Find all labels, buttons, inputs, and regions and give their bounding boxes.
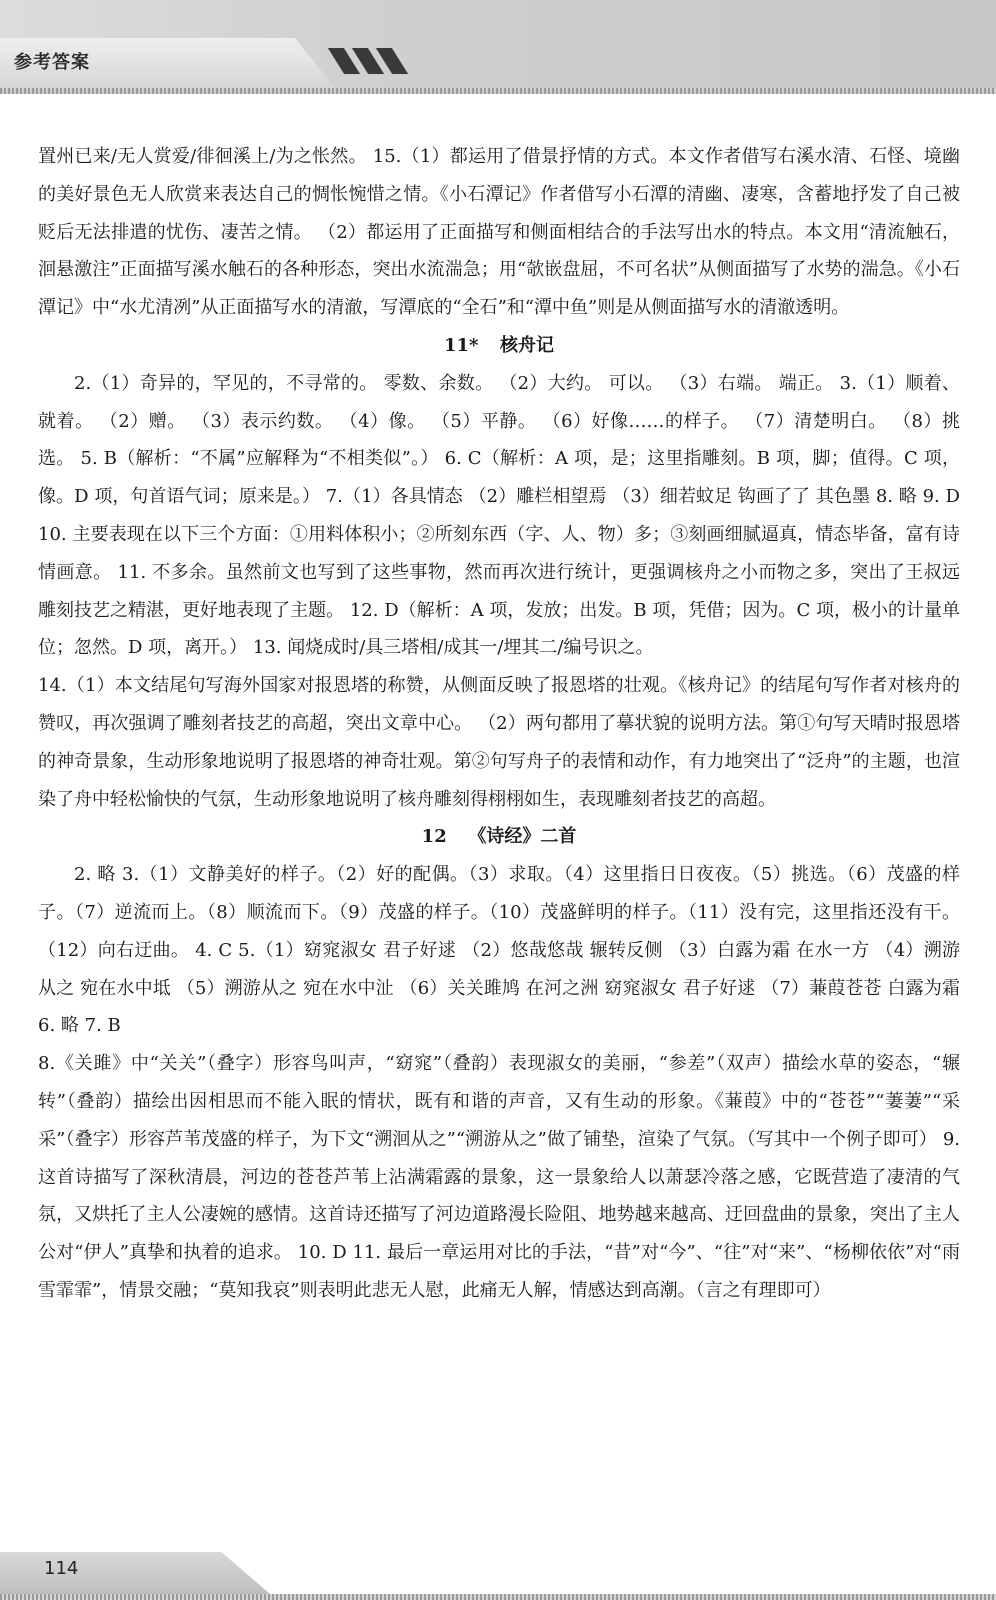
header-rule xyxy=(0,88,996,94)
section-number: 11* xyxy=(443,334,479,356)
section-heading xyxy=(38,327,960,365)
paragraph: 2.（1）奇异的，罕见的，不寻常的。 零数、余数。 （2）大约。 可以。 （3）右端。 端正。 3.（1）顺着、就着。 （2）赠。 （3）表示约数。 （4）像。 （5）平静。 （6）好像……的样子。 （7）清楚明白。 （8）挑选。 5. B（解析：“不属”应解释为“不相类似”。） 6. C（解析：A 项，是；这里指雕刻。B 项，脚；值得。C 项，像。D 项，句首语气词；原来是。） 7.（1）各具情态 （2）雕栏相望焉 （3）细若蚊足 钩画了了 其色墨 8. 略 9. D 10. 主要表现在以下三个方面：①用料体积小；②所刻东西（字、人、物）多；③刻画细腻逼真，情态毕备，富有诗情画意。 11. 不多余。虽然前文也写到了这些事物，然而再次进行统计，更强调核舟之小而物之多，突出了王叔远雕刻技艺之精湛，更好地表现了主题。 12. D（解析：A 项，发放；出发。B 项，凭借；因为。C 项，极小的计量单位；忽然。D 项，离开。） 13. 闻烧成时/具三塔相/成其一/埋其二/编号识之。 xyxy=(38,372,960,659)
page-number: 114 xyxy=(44,1558,79,1579)
section-title: 核舟记 xyxy=(500,334,555,356)
paragraph: 置州已来/无人赏爱/徘徊溪上/为之怅然。 15.（1）都运用了借景抒情的方式。本文作者借写右溪水清、石怪、境幽的美好景色无人欣赏来表达自己的惆怅惋惜之情。《小石潭记》作者借写小石潭的清幽、凄寒，含蓄地抒发了自己被贬后无法排遣的忧伤、凄苦之情。 （2）都运用了正面描写和侧面相结合的手法写出水的特点。本文用“清流触石，洄悬激注”正面描写溪水触石的各种形态，突出水流湍急；用“欹嵌盘屈，不可名状”从侧面描写了水势的湍急。《小石潭记》中“水尤清冽”从正面描写水的清澈，写潭底的“全石”和“潭中鱼”则是从侧面描写水的清澈透明。 xyxy=(38,146,960,319)
footer-rule xyxy=(0,1594,996,1600)
paragraph: 2. 略 3.（1）文静美好的样子。（2）好的配偶。（3）求取。（4）这里指日日夜夜。（5）挑选。（6）茂盛的样子。（7）逆流而上。（8）顺流而下。（9）茂盛的样子。（10）茂盛鲜明的样子。（11）没有完，这里指还没有干。（12）向右迂曲。 4. C 5.（1）窈窕淑女 君子好逑 （2）悠哉悠哉 辗转反侧 （3）白露为霜 在水一方 （4）溯游从之 宛在水中坻 （5）溯游从之 宛在水中沚 （6）关关雎鸠 在河之洲 窈窕淑女 君子好逑 （7）蒹葭苍苍 白露为霜 6. 略 7. B xyxy=(38,864,960,1037)
footer-tab xyxy=(0,1552,270,1594)
section-number: 12 xyxy=(421,826,447,848)
paragraph: 8.《关雎》中“关关”（叠字）形容鸟叫声，“窈窕”（叠韵）表现淑女的美丽，“参差”（双声）描绘水草的姿态，“辗转”（叠韵）描绘出因相思而不能入眠的情状，既有和谐的声音，又有生动的形象。《蒹葭》中的“苍苍”“萋萋”“采采”（叠字）形容芦苇茂盛的样子，为下文“溯洄从之”“溯游从之”做了铺垫，渲染了气氛。（写其中一个例子即可） 9. 这首诗描写了深秋清晨，河边的苍苍芦苇上沾满霜露的景象，这一景象给人以萧瑟冷落之感，它既营造了凄清的气氛，又烘托了主人公凄婉的感情。这首诗还描写了河边道路漫长险阻、地势越来越高、迂回盘曲的景象，突出了主人公对“伊人”真挚和执着的追求。 10. D 11. 最后一章运用对比的手法，“昔”对“今”、“往”对“来”、“杨柳依依”对“雨雪霏霏”，情景交融；“莫知我哀”则表明此悲无人慰，此痛无人解，情感达到高潮。（言之有理即可） xyxy=(38,1053,960,1301)
answer-content xyxy=(38,138,960,1310)
paragraph: 14.（1）本文结尾句写海外国家对报恩塔的称赞，从侧面反映了报恩塔的壮观。《核舟记》的结尾句写作者对核舟的赞叹，再次强调了雕刻者技艺的高超，突出文章中心。 （2）两句都用了摹状貌的说明方法。第①句写天晴时报恩塔的神奇景象，生动形象地说明了报恩塔的神奇壮观。第②句写舟子的表情和动作，有力地突出了“泛舟”的主题，也渲染了舟中轻松愉快的气氛，生动形象地说明了核舟雕刻得栩栩如生，表现雕刻者技艺的高超。 xyxy=(38,675,960,810)
page-footer xyxy=(0,1548,996,1600)
page-header xyxy=(0,0,996,98)
section-title: 《诗经》二首 xyxy=(468,826,577,848)
header-title: 参考答案 xyxy=(14,52,90,73)
section-heading xyxy=(38,818,960,856)
